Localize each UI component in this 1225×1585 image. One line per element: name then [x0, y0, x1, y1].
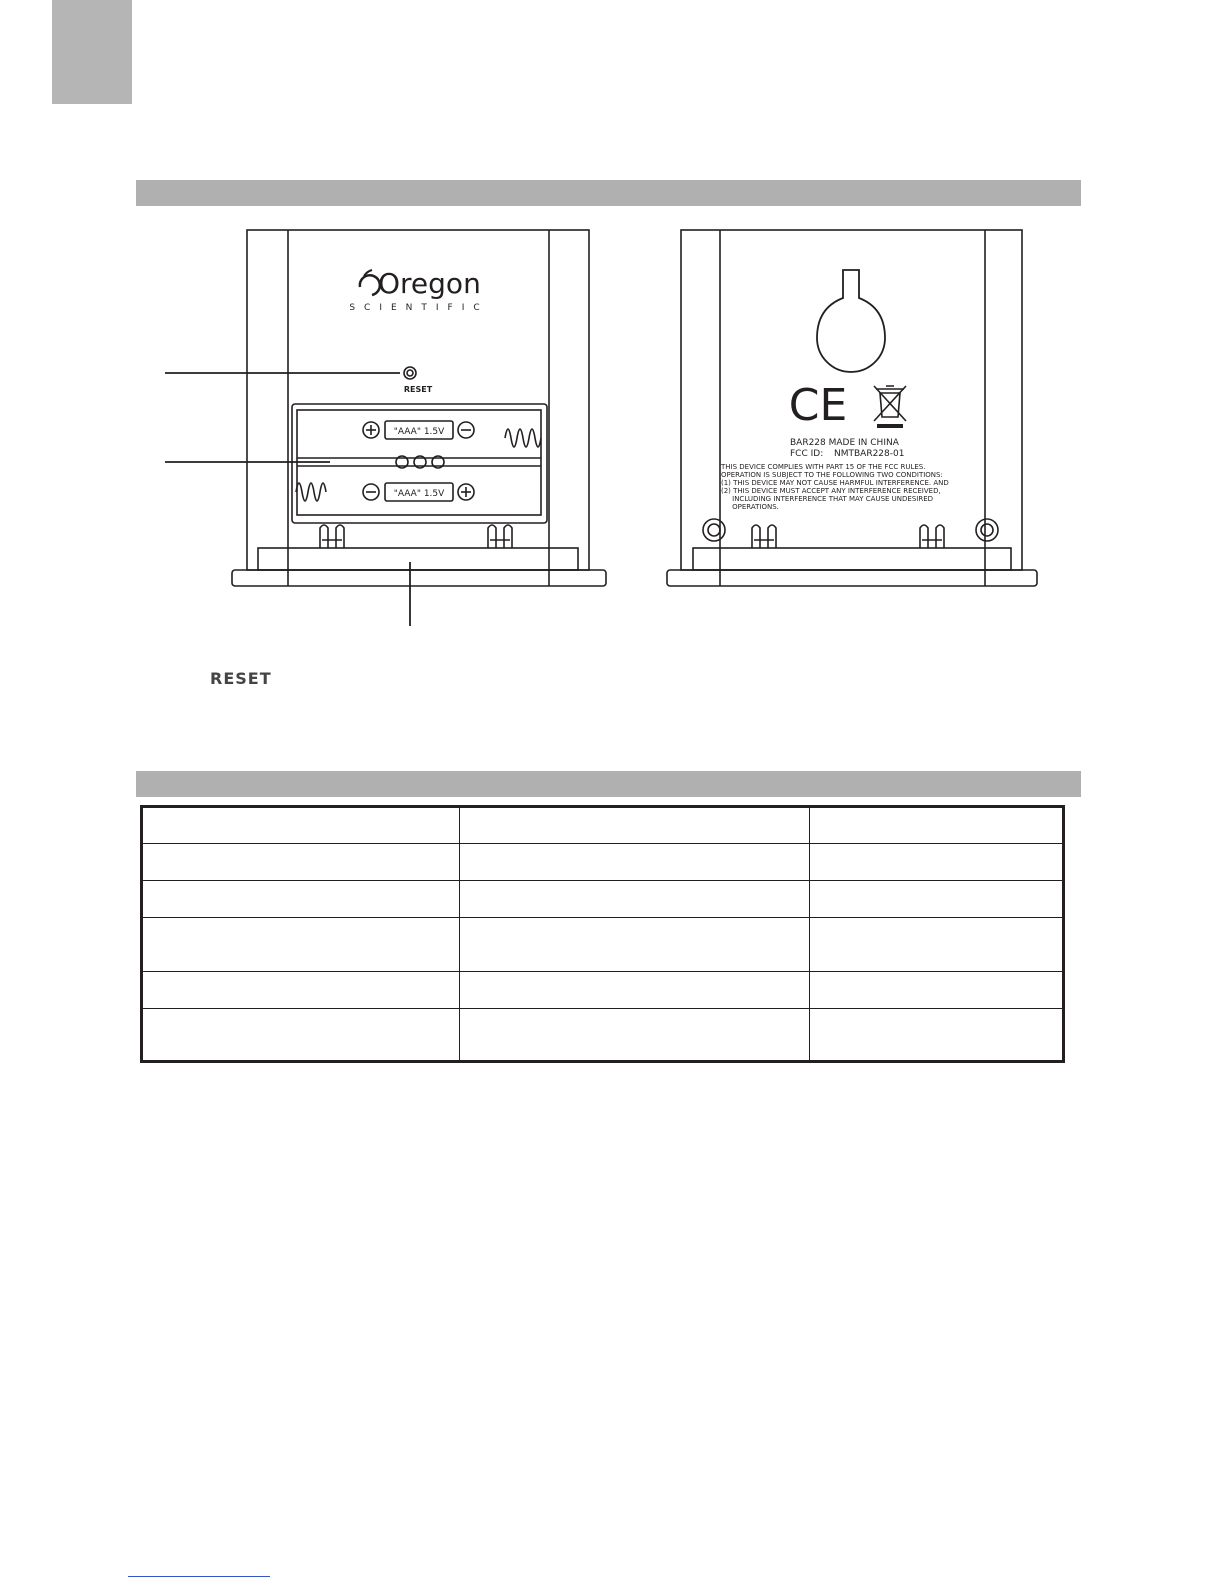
table-cell: [460, 844, 810, 881]
spec-table: [140, 805, 1065, 1063]
brand-logo: Oregon: [378, 267, 481, 300]
weee-bar: [877, 424, 903, 428]
reset-button-label: RESET: [403, 385, 433, 394]
fcc-id-label: FCC ID:: [790, 449, 824, 459]
section-header-bar-2: [136, 771, 1081, 797]
brand-subname: SCIENTIFIC: [349, 303, 489, 313]
table-cell: [460, 881, 810, 918]
fcc-text-line: THIS DEVICE COMPLIES WITH PART 15 OF THE FCC RULES.: [721, 463, 926, 471]
table-cell: [460, 1008, 810, 1061]
fcc-id-value: NMTBAR228-01: [834, 449, 905, 459]
fcc-text-line: (1) THIS DEVICE MAY NOT CAUSE HARMFUL INTERFERENCE. AND: [721, 479, 949, 487]
table-row: [142, 971, 1064, 1008]
table-cell: [460, 807, 810, 844]
battery-top-label: "AAA" 1.5V: [393, 427, 445, 437]
fcc-text-line: INCLUDING INTERFERENCE THAT MAY CAUSE UNDESIRED: [721, 495, 934, 503]
battery-bottom-label: "AAA" 1.5V: [393, 489, 445, 499]
table-row: [142, 1008, 1064, 1061]
ce-mark: CE: [788, 380, 848, 431]
table-cell: [142, 1008, 460, 1061]
table-cell: [142, 844, 460, 881]
footer-link-underline[interactable]: [128, 1576, 270, 1577]
table-cell: [142, 881, 460, 918]
table-cell: [460, 918, 810, 971]
fcc-text-line: (2) THIS DEVICE MUST ACCEPT ANY INTERFERENCE RECEIVED,: [721, 487, 941, 495]
table-cell: [810, 971, 1064, 1008]
back-unit-illustration: [667, 230, 1037, 586]
table-cell: [142, 971, 460, 1008]
table-row: [142, 918, 1064, 971]
table-cell: [142, 918, 460, 971]
table-cell: [810, 844, 1064, 881]
fcc-text-line: OPERATION IS SUBJECT TO THE FOLLOWING TWO CONDITIONS:: [721, 471, 943, 479]
model-line: BAR228 MADE IN CHINA: [790, 438, 899, 448]
table-cell: [460, 971, 810, 1008]
table-cell: [810, 807, 1064, 844]
product-illustrations: [0, 0, 1225, 760]
table-cell: [810, 918, 1064, 971]
reset-legend-icon: RESET: [210, 669, 272, 688]
table-cell: [142, 807, 460, 844]
table-row: [142, 844, 1064, 881]
table-row: [142, 807, 1064, 844]
table-cell: [810, 881, 1064, 918]
table-cell: [810, 1008, 1064, 1061]
table-row: [142, 881, 1064, 918]
fcc-text-line: OPERATIONS.: [721, 503, 779, 511]
